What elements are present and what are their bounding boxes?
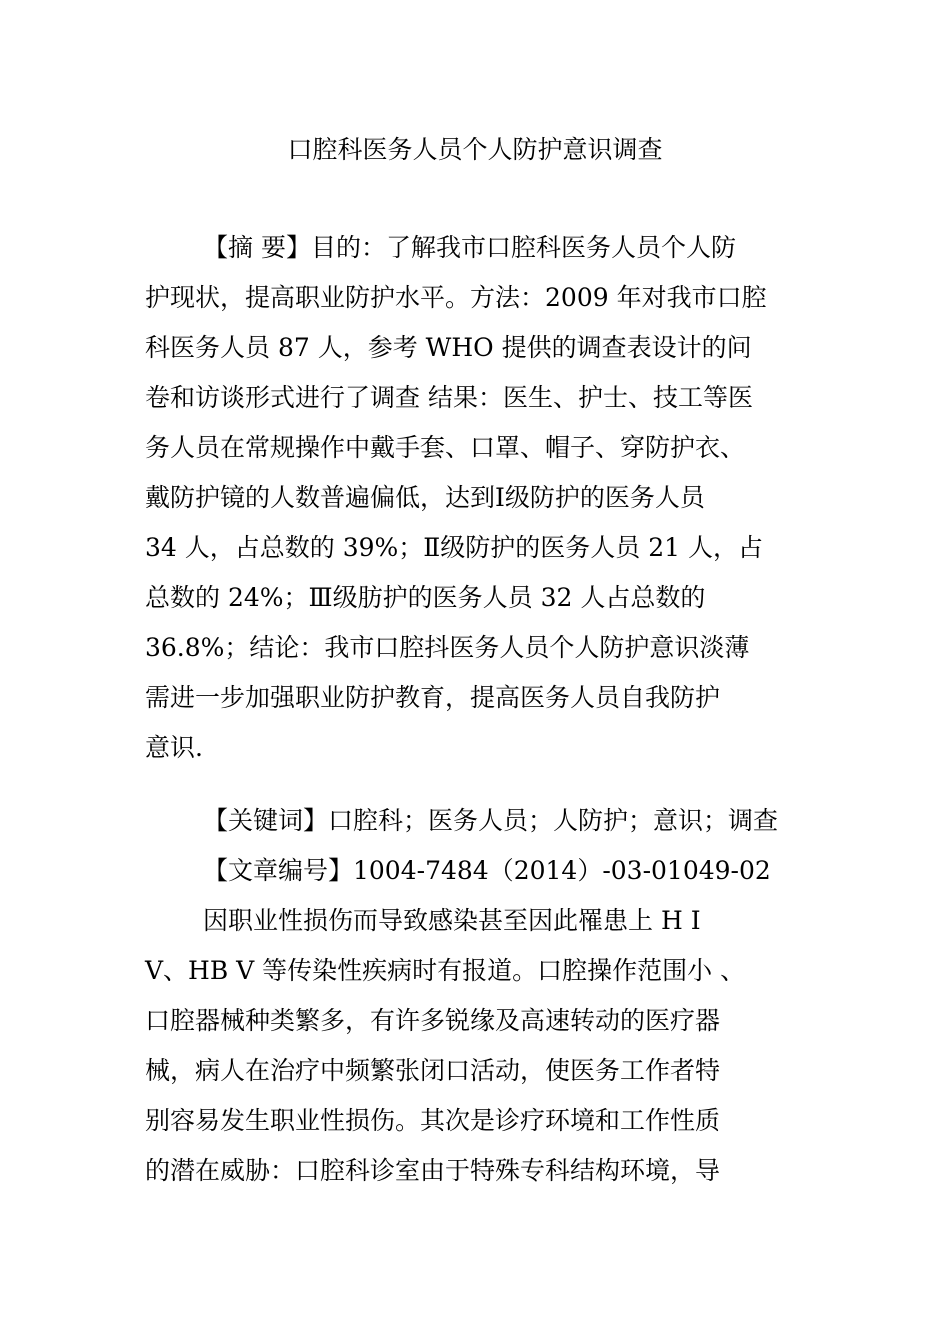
abstract-line: 务人员在常规操作中戴手套、口罩、帽子、穿防护衣、 — [145, 433, 746, 462]
body-line: 械，病人在治疗中频繁张闭口活动，使医务工作者特 — [145, 1056, 721, 1085]
abstract-line: 需进一步加强职业防护教育，提高医务人员自我防护 — [145, 683, 721, 712]
body-line: 口腔器械种类繁多，有许多锐缘及高速转动的医疗器 — [145, 1006, 721, 1035]
document-title: 口腔科医务人员个人防护意识调查 — [287, 135, 663, 164]
body-line: 因职业性损伤而导致感染甚至因此罹患上 H I — [203, 906, 701, 935]
abstract-line: 34 人，占总数的 39%；Ⅱ级防护的医务人员 21 人，占 — [145, 533, 763, 562]
abstract-line: 护现状，提高职业防护水平。方法：2009 年对我市口腔 — [145, 283, 767, 312]
abstract-line: 卷和访谈形式进行了调查 结果：医生、护士、技工等医 — [145, 383, 753, 412]
body-line: V、HB V 等传染性疾病时有报道。口腔操作范围小 、 — [145, 956, 746, 985]
abstract-line: 意识. — [145, 733, 203, 762]
body-line: 别容易发生职业性损伤。其次是诊疗环境和工作性质 — [145, 1106, 721, 1135]
abstract-line: 36.8%；结论：我市口腔抖医务人员个人防护意识淡薄 — [145, 633, 750, 662]
abstract-line: 戴防护镜的人数普遍偏低，达到Ⅰ级防护的医务人员 — [145, 483, 705, 512]
abstract-line: 科医务人员 87 人，参考 WHO 提供的调查表设计的问 — [145, 333, 752, 362]
body-line: 的潜在威胁：口腔科诊室由于特殊专科结构环境，导 — [145, 1156, 721, 1185]
abstract-line: 【摘 要】目的：了解我市口腔科医务人员个人防 — [203, 233, 736, 262]
keywords-line: 【关键词】口腔科；医务人员；人防护；意识；调查 — [203, 806, 779, 835]
abstract-line: 总数的 24%；Ⅲ级肪护的医务人员 32 人占总数的 — [145, 583, 706, 612]
article-number-line: 【文章编号】1004-7484（2014）-03-01049-02 — [203, 856, 771, 885]
